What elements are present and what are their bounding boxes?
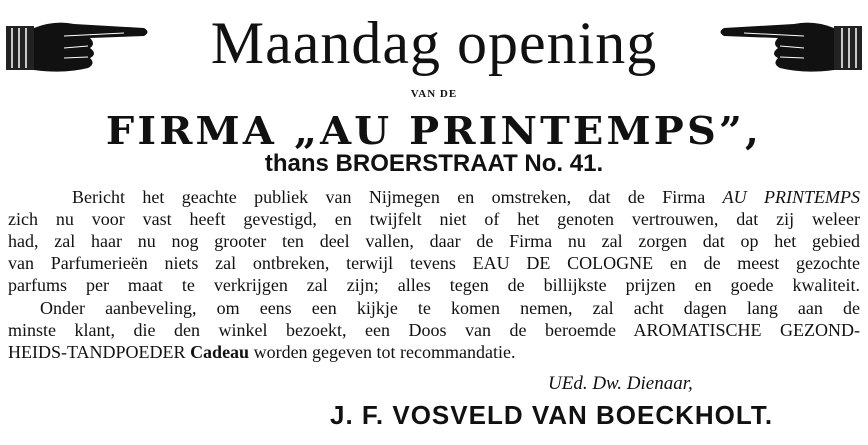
body-line: [8, 208, 860, 230]
text: Onder aanbeveling, om eens een kijkje te komen nemen, zal acht dagen lang aan de: [40, 298, 860, 318]
text: worden gegeven tot recommandatie.: [249, 342, 516, 362]
firm-address: thans BROERSTRAAT No. 41.: [264, 150, 604, 177]
ad-subtitle: VAN DE: [410, 88, 458, 100]
salutation: UEd. Dw. Dienaar,: [548, 373, 693, 394]
body-line: [8, 252, 860, 274]
body-line: [40, 297, 860, 319]
text: zich nu voor vast heeft gevestigd, en twijfelt niet of het genoten vertrouwen, dat zij weleer: [8, 209, 860, 229]
cadeau-bold: Cadeau: [190, 342, 250, 362]
signatory-name: J. F. VOSVELD VAN BOECKHOLT.: [330, 400, 774, 430]
body-line: [8, 319, 860, 341]
ad-title: Maandag opening: [210, 10, 658, 76]
text: had, zal haar nu nog grooter ten deel vallen, daar de Firma nu zal zorgen dat op het gebied: [8, 231, 860, 251]
firm-italic: AU PRINTEMPS: [722, 187, 860, 207]
text: van Parfumerieën niets zal ontbreken, terwijl tevens EAU DE COLOGNE en de meest gezochte: [8, 253, 860, 273]
body-line: [8, 274, 860, 296]
firm-name: FIRMA „AU PRINTEMPS”,: [105, 108, 763, 153]
body-line: [72, 186, 860, 208]
text: Bericht het geachte publiek van Nijmegen en omstreken, dat de Firma: [72, 187, 723, 207]
text: HEIDS-TANDPOEDER: [8, 342, 191, 362]
text: minste klant, die den winkel bezoekt, een Doos van de beroemde AROMATISCHE GEZOND-: [8, 320, 860, 340]
text: parfums per maat te verkrijgen zal zijn; alles tegen de billijkste prijzen en goede kwaliteit.: [8, 275, 860, 295]
body-line: [8, 230, 860, 252]
body-line: [8, 341, 860, 363]
